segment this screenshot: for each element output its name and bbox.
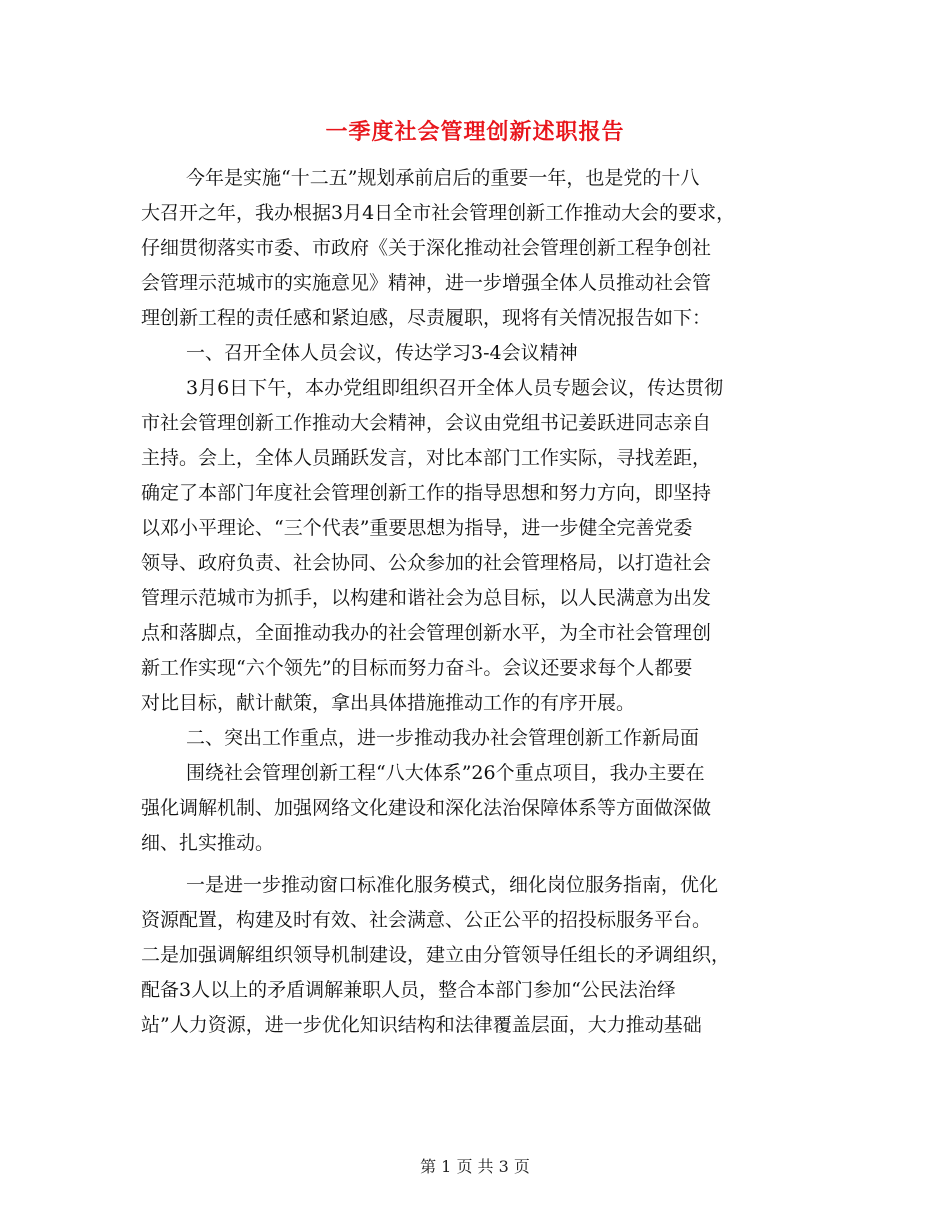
body-line: 今年是实施“十二五”规划承前启后的重要一年，也是党的十八 [186, 167, 700, 189]
body-line: 仔细贯彻落实市委、市政府《关于深化推动社会管理创新工程争创社 [141, 237, 712, 259]
body-line: 细、扎实推动。 [141, 832, 275, 854]
body-line: 点和落脚点，全面推动我办的社会管理创新水平，为全市社会管理创 [141, 622, 712, 644]
body-line: 站”人力资源，进一步优化知识结构和法律覆盖层面，大力推动基础 [141, 1014, 702, 1036]
body-line: 理创新工程的责任感和紧迫感，尽责履职，现将有关情况报告如下： [141, 307, 712, 329]
section-heading: 一、召开全体人员会议，传达学习3-4会议精神 [186, 342, 578, 364]
body-line: 3月6日下午，本办党组即组织召开全体人员专题会议，传达贯彻 [186, 377, 724, 399]
body-line: 围绕社会管理创新工程“八大体系”26个重点项目，我办主要在 [186, 762, 705, 784]
page-indicator: 第 1 页 共 3 页 [420, 1157, 530, 1176]
body-line: 配备3人以上的矛盾调解兼职人员，整合本部门参加“公民法治绎 [141, 979, 676, 1001]
body-line: 会管理示范城市的实施意见》精神，进一步增强全体人员推动社会管 [141, 272, 712, 294]
body-line: 以邓小平理论、“三个代表”重要思想为指导，进一步健全完善党委 [141, 517, 693, 539]
document-title: 一季度社会管理创新述职报告 [325, 119, 625, 145]
section-heading: 二、突出工作重点，进一步推动我办社会管理创新工作新局面 [186, 727, 700, 749]
body-line: 领导、政府负责、社会协同、公众参加的社会管理格局，以打造社会 [141, 552, 712, 574]
body-line: 管理示范城市为抓手，以构建和谐社会为总目标，以人民满意为出发 [141, 587, 712, 609]
body-line: 新工作实现“六个领先”的目标而努力奋斗。会议还要求每个人都要 [141, 657, 693, 679]
body-line: 市社会管理创新工作推动大会精神，会议由党组书记姜跃进同志亲自 [141, 412, 712, 434]
body-line: 对比目标，献计献策，拿出具体措施推动工作的有序开展。 [141, 692, 636, 714]
body-line: 大召开之年，我办根据3月4日全市社会管理创新工作推动大会的要求， [141, 202, 736, 224]
body-line: 一是进一步推动窗口标准化服务模式，细化岗位服务指南，优化 [186, 874, 719, 896]
body-line: 强化调解机制、加强网络文化建设和深化法治保障体系等方面做深做 [141, 797, 712, 819]
body-line: 二是加强调解组织领导机制建设，建立由分管领导任组长的矛调组织， [141, 944, 731, 966]
body-line: 资源配置，构建及时有效、社会满意、公正公平的招投标服务平台。 [141, 909, 712, 931]
body-line: 确定了本部门年度社会管理创新工作的指导思想和努力方向，即坚持 [141, 482, 712, 504]
body-line: 主持。会上，全体人员踊跃发言，对比本部门工作实际，寻找差距， [141, 447, 712, 469]
